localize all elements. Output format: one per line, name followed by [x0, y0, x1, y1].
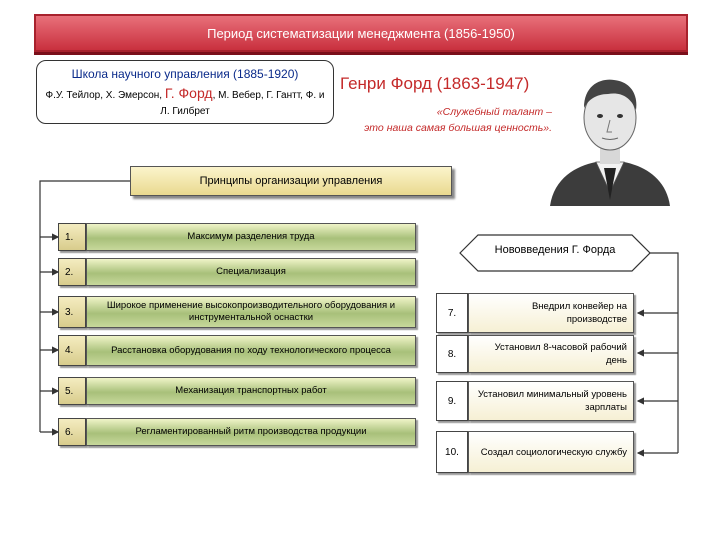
innovation-number-9: 9. — [436, 381, 468, 421]
principle-number-5: 5. — [58, 377, 86, 405]
page-title-banner — [34, 14, 688, 52]
ford-highlight: Г. Форд — [164, 85, 213, 101]
principle-item-4: Расстановка оборудования по ходу технологического процесса — [86, 335, 416, 366]
innovation-number-7: 7. — [436, 293, 468, 333]
principle-number-6: 6. — [58, 418, 86, 446]
principle-number-3: 3. — [58, 296, 86, 328]
principles-title: Принципы организации управления — [199, 175, 383, 187]
innovation-number-10: 10. — [436, 431, 468, 473]
innovation-number-8: 8. — [436, 335, 468, 373]
principles-title-box — [130, 166, 452, 196]
principle-item-1: Максимум разделения труда — [86, 223, 416, 251]
innovation-item-8: Установил 8-часовой рабочий день — [468, 335, 634, 373]
principle-item-6: Регламентированный ритм производства продукции — [86, 418, 416, 446]
school-box — [36, 60, 334, 124]
ford-portrait — [540, 66, 680, 206]
innovations-title: Нововведения Г. Форда — [494, 244, 616, 256]
page-title: Период систематизации менеджмента (1856-1950) — [207, 25, 515, 41]
innovation-item-10: Создал социологическую службу — [468, 431, 634, 473]
ford-quote: «Служебный талант – это наша самая большая ценность». — [364, 106, 552, 134]
innovation-item-9: Установил минимальный уровень зарплаты — [468, 381, 634, 421]
innovation-item-7: Внедрил конвейер на производстве — [468, 293, 634, 333]
school-names: Ф.У. Тейлор, Х. Эмерсон, Г. Форд, М. Вебер, Г. Гантт, Ф. и Л. Гилбрет — [45, 85, 325, 117]
principle-item-3: Широкое применение высокопроизводительного оборудования и инструментальной оснастки — [86, 296, 416, 328]
principle-number-2: 2. — [58, 258, 86, 286]
principle-item-2: Специализация — [86, 258, 416, 286]
ford-title: Генри Форд (1863-1947) — [340, 74, 530, 93]
school-title: Школа научного управления (1885-1920) — [71, 67, 299, 81]
principle-number-1: 1. — [58, 223, 86, 251]
principle-number-4: 4. — [58, 335, 86, 366]
principle-item-5: Механизация транспортных работ — [86, 377, 416, 405]
